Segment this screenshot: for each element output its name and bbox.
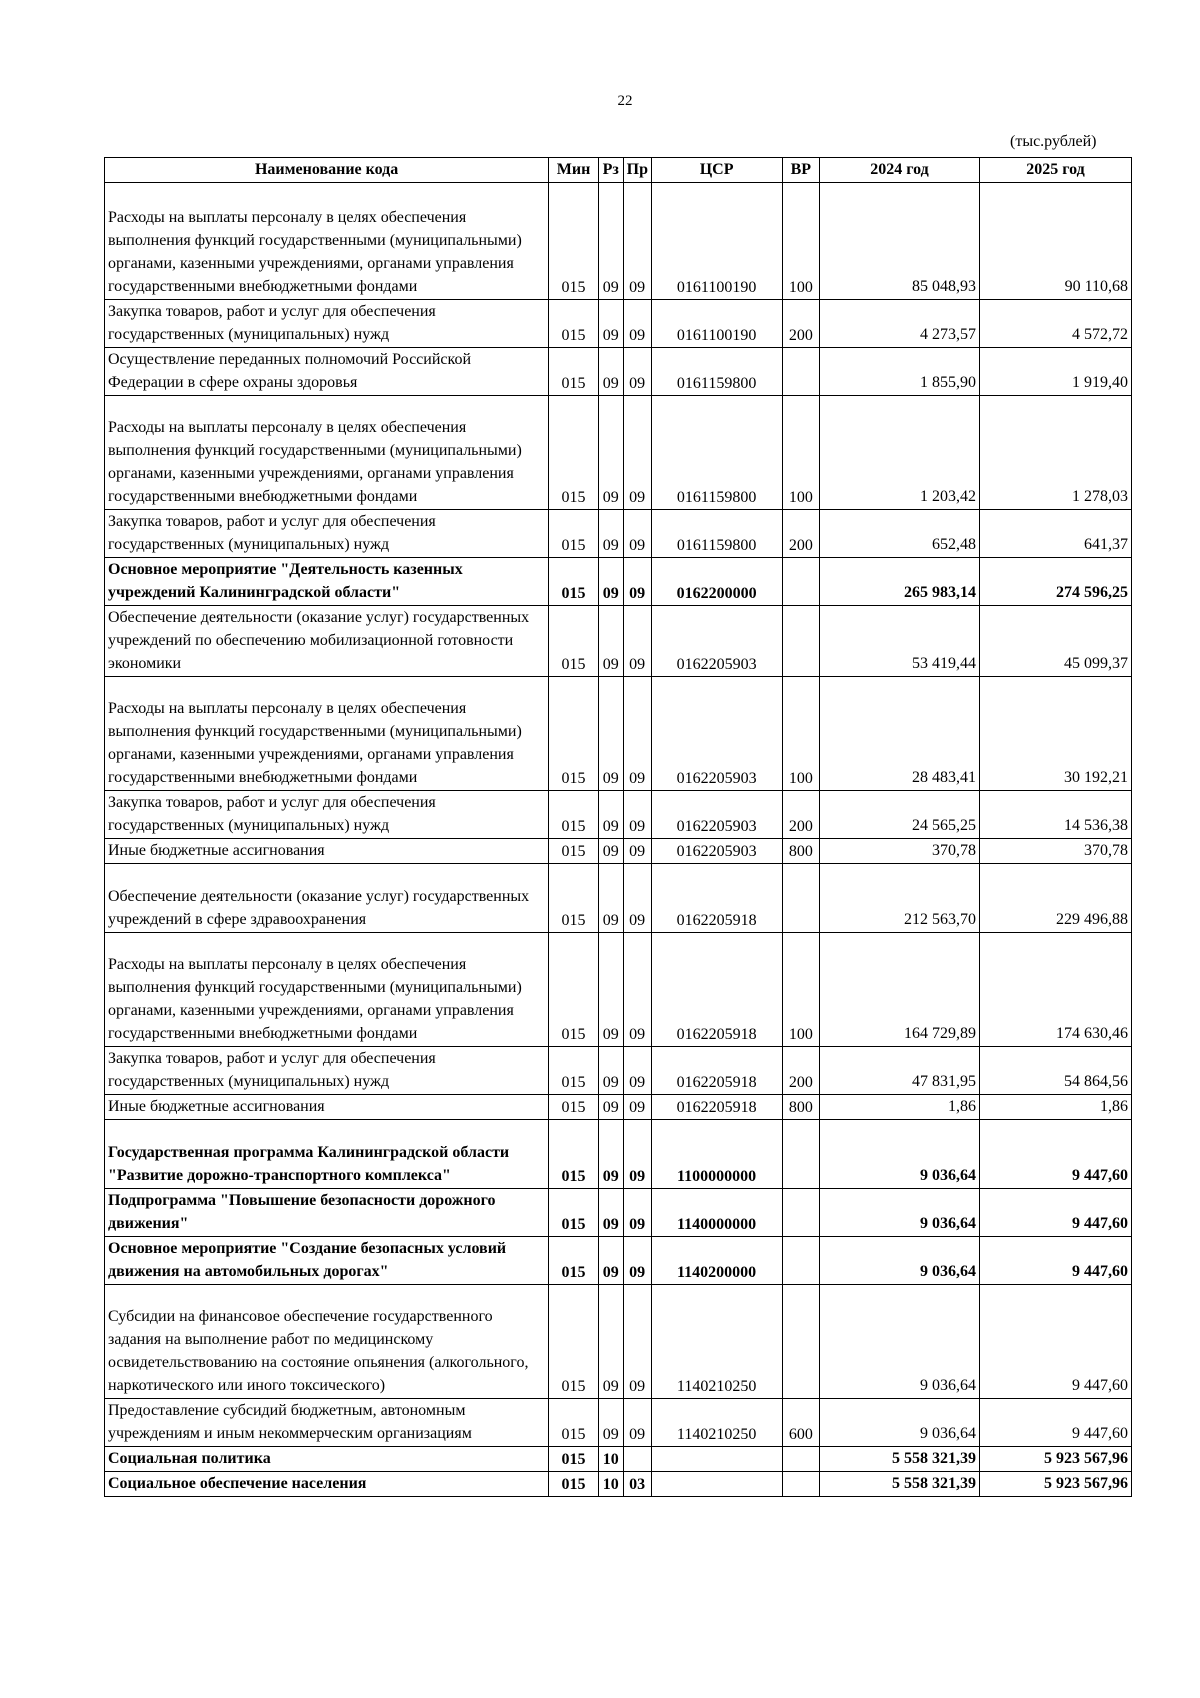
cell-y2025: 5 923 567,96 xyxy=(980,1447,1132,1472)
cell-vr: 200 xyxy=(782,510,819,558)
cell-rz: 09 xyxy=(598,1120,623,1189)
cell-y2024: 5 558 321,39 xyxy=(819,1472,979,1497)
cell-vr xyxy=(782,1189,819,1237)
cell-name: Иные бюджетные ассигнования xyxy=(105,839,549,864)
column-header-name: Наименование кода xyxy=(105,158,549,183)
cell-y2024: 9 036,64 xyxy=(819,1189,979,1237)
cell-pr: 09 xyxy=(623,1095,651,1120)
cell-rz: 09 xyxy=(598,606,623,677)
cell-vr xyxy=(782,1285,819,1399)
cell-csr: 0162205903 xyxy=(651,839,782,864)
cell-pr: 09 xyxy=(623,1237,651,1285)
cell-min: 015 xyxy=(549,864,599,933)
cell-y2025: 9 447,60 xyxy=(980,1237,1132,1285)
cell-rz: 09 xyxy=(598,396,623,510)
cell-vr: 800 xyxy=(782,1095,819,1120)
cell-min: 015 xyxy=(549,1237,599,1285)
cell-csr: 1140210250 xyxy=(651,1285,782,1399)
cell-csr: 0162205903 xyxy=(651,677,782,791)
unit-label: (тыс.рублей) xyxy=(1010,133,1097,150)
cell-rz: 10 xyxy=(598,1447,623,1472)
cell-y2025: 9 447,60 xyxy=(980,1399,1132,1447)
cell-csr: 0162205918 xyxy=(651,933,782,1047)
cell-min: 015 xyxy=(549,1472,599,1497)
cell-rz: 09 xyxy=(598,1237,623,1285)
column-header-2024: 2024 год xyxy=(819,158,979,183)
cell-csr: 0161159800 xyxy=(651,396,782,510)
cell-csr: 0161159800 xyxy=(651,348,782,396)
cell-rz: 09 xyxy=(598,933,623,1047)
table-row xyxy=(105,791,1132,839)
cell-rz: 09 xyxy=(598,300,623,348)
cell-csr: 0162205918 xyxy=(651,864,782,933)
cell-name: Иные бюджетные ассигнования xyxy=(105,1095,549,1120)
table-row xyxy=(105,1447,1132,1472)
cell-min: 015 xyxy=(549,839,599,864)
table-row xyxy=(105,606,1132,677)
table-row xyxy=(105,1095,1132,1120)
cell-y2024: 9 036,64 xyxy=(819,1120,979,1189)
cell-y2024: 1 203,42 xyxy=(819,396,979,510)
cell-y2025: 1 278,03 xyxy=(980,396,1132,510)
cell-name: Закупка товаров, работ и услуг для обеспечения государственных (муниципальных) нужд xyxy=(105,510,549,558)
cell-name: Основное мероприятие "Создание безопасных условий движения на автомобильных дорогах" xyxy=(105,1237,549,1285)
cell-min: 015 xyxy=(549,558,599,606)
cell-min: 015 xyxy=(549,1447,599,1472)
cell-min: 015 xyxy=(549,1120,599,1189)
table-row xyxy=(105,1189,1132,1237)
cell-pr: 09 xyxy=(623,677,651,791)
cell-vr xyxy=(782,348,819,396)
cell-name: Расходы на выплаты персоналу в целях обеспечения выполнения функций государственными (муниципальными) органами, казенными учреждениями, органами управления государственными внебюджетными фондами xyxy=(105,677,549,791)
cell-csr xyxy=(651,1447,782,1472)
cell-y2024: 85 048,93 xyxy=(819,183,979,300)
table-header-row xyxy=(105,158,1132,183)
cell-y2025: 30 192,21 xyxy=(980,677,1132,791)
cell-name: Расходы на выплаты персоналу в целях обеспечения выполнения функций государственными (муниципальными) органами, казенными учреждениями, органами управления государственными внебюджетными фондами xyxy=(105,183,549,300)
cell-name: Расходы на выплаты персоналу в целях обеспечения выполнения функций государственными (муниципальными) органами, казенными учреждениями, органами управления государственными внебюджетными фондами xyxy=(105,396,549,510)
cell-rz: 09 xyxy=(598,1399,623,1447)
cell-vr xyxy=(782,606,819,677)
cell-pr: 03 xyxy=(623,1472,651,1497)
cell-y2024: 47 831,95 xyxy=(819,1047,979,1095)
cell-pr: 09 xyxy=(623,1285,651,1399)
cell-csr: 1140200000 xyxy=(651,1237,782,1285)
cell-csr: 0162200000 xyxy=(651,558,782,606)
cell-rz: 09 xyxy=(598,510,623,558)
column-header-min: Мин xyxy=(549,158,599,183)
cell-pr: 09 xyxy=(623,606,651,677)
cell-name: Расходы на выплаты персоналу в целях обеспечения выполнения функций государственными (муниципальными) органами, казенными учреждениями, органами управления государственными внебюджетными фондами xyxy=(105,933,549,1047)
cell-y2024: 1 855,90 xyxy=(819,348,979,396)
cell-rz: 09 xyxy=(598,558,623,606)
cell-vr xyxy=(782,1237,819,1285)
cell-min: 015 xyxy=(549,1047,599,1095)
cell-rz: 09 xyxy=(598,1047,623,1095)
cell-csr: 0162205918 xyxy=(651,1095,782,1120)
cell-y2024: 652,48 xyxy=(819,510,979,558)
cell-rz: 09 xyxy=(598,1095,623,1120)
cell-y2024: 9 036,64 xyxy=(819,1285,979,1399)
cell-y2024: 28 483,41 xyxy=(819,677,979,791)
cell-y2024: 5 558 321,39 xyxy=(819,1447,979,1472)
cell-min: 015 xyxy=(549,677,599,791)
table-row xyxy=(105,1285,1132,1399)
cell-y2024: 9 036,64 xyxy=(819,1399,979,1447)
cell-min: 015 xyxy=(549,1285,599,1399)
column-header-pr: Пр xyxy=(623,158,651,183)
cell-min: 015 xyxy=(549,348,599,396)
cell-y2025: 274 596,25 xyxy=(980,558,1132,606)
cell-y2024: 4 273,57 xyxy=(819,300,979,348)
cell-name: Осуществление переданных полномочий Российской Федерации в сфере охраны здоровья xyxy=(105,348,549,396)
cell-y2025: 641,37 xyxy=(980,510,1132,558)
cell-vr xyxy=(782,1447,819,1472)
table-row xyxy=(105,1237,1132,1285)
cell-y2025: 370,78 xyxy=(980,839,1132,864)
cell-pr: 09 xyxy=(623,791,651,839)
cell-pr xyxy=(623,1447,651,1472)
cell-name: Социальная политика xyxy=(105,1447,549,1472)
cell-vr: 100 xyxy=(782,933,819,1047)
cell-pr: 09 xyxy=(623,1047,651,1095)
cell-vr xyxy=(782,1472,819,1497)
cell-y2025: 9 447,60 xyxy=(980,1120,1132,1189)
table-row xyxy=(105,300,1132,348)
cell-y2025: 1,86 xyxy=(980,1095,1132,1120)
cell-vr xyxy=(782,864,819,933)
cell-csr: 1140000000 xyxy=(651,1189,782,1237)
cell-pr: 09 xyxy=(623,300,651,348)
cell-vr xyxy=(782,1120,819,1189)
cell-csr: 0162205918 xyxy=(651,1047,782,1095)
cell-name: Основное мероприятие "Деятельность казенных учреждений Калининградской области" xyxy=(105,558,549,606)
cell-rz: 09 xyxy=(598,839,623,864)
cell-min: 015 xyxy=(549,1399,599,1447)
cell-pr: 09 xyxy=(623,1399,651,1447)
column-header-csr: ЦСР xyxy=(651,158,782,183)
cell-vr xyxy=(782,558,819,606)
cell-y2025: 90 110,68 xyxy=(980,183,1132,300)
cell-y2025: 5 923 567,96 xyxy=(980,1472,1132,1497)
cell-pr: 09 xyxy=(623,348,651,396)
cell-rz: 09 xyxy=(598,791,623,839)
cell-min: 015 xyxy=(549,510,599,558)
cell-pr: 09 xyxy=(623,933,651,1047)
cell-csr: 0161159800 xyxy=(651,510,782,558)
cell-y2024: 212 563,70 xyxy=(819,864,979,933)
cell-y2024: 1,86 xyxy=(819,1095,979,1120)
table-row xyxy=(105,864,1132,933)
cell-y2024: 370,78 xyxy=(819,839,979,864)
cell-csr: 0161100190 xyxy=(651,183,782,300)
cell-min: 015 xyxy=(549,183,599,300)
cell-vr: 100 xyxy=(782,183,819,300)
cell-pr: 09 xyxy=(623,1120,651,1189)
cell-rz: 09 xyxy=(598,864,623,933)
cell-y2025: 9 447,60 xyxy=(980,1189,1132,1237)
cell-y2024: 265 983,14 xyxy=(819,558,979,606)
cell-y2025: 229 496,88 xyxy=(980,864,1132,933)
column-header-vr: ВР xyxy=(782,158,819,183)
cell-vr: 100 xyxy=(782,677,819,791)
cell-rz: 09 xyxy=(598,677,623,791)
budget-table xyxy=(104,157,1132,1497)
cell-y2025: 1 919,40 xyxy=(980,348,1132,396)
cell-min: 015 xyxy=(549,300,599,348)
cell-vr: 200 xyxy=(782,300,819,348)
cell-csr: 1100000000 xyxy=(651,1120,782,1189)
cell-name: Государственная программа Калининградской области "Развитие дорожно-транспортного комплекса" xyxy=(105,1120,549,1189)
cell-vr: 200 xyxy=(782,1047,819,1095)
cell-rz: 10 xyxy=(598,1472,623,1497)
cell-y2025: 54 864,56 xyxy=(980,1047,1132,1095)
cell-min: 015 xyxy=(549,791,599,839)
table-row xyxy=(105,183,1132,300)
cell-csr xyxy=(651,1472,782,1497)
cell-min: 015 xyxy=(549,606,599,677)
cell-name: Социальное обеспечение населения xyxy=(105,1472,549,1497)
table-row xyxy=(105,839,1132,864)
table-row xyxy=(105,510,1132,558)
cell-y2025: 174 630,46 xyxy=(980,933,1132,1047)
cell-name: Закупка товаров, работ и услуг для обеспечения государственных (муниципальных) нужд xyxy=(105,1047,549,1095)
cell-name: Предоставление субсидий бюджетным, автономным учреждениям и иным некоммерческим организациям xyxy=(105,1399,549,1447)
cell-csr: 0161100190 xyxy=(651,300,782,348)
cell-min: 015 xyxy=(549,1189,599,1237)
cell-pr: 09 xyxy=(623,396,651,510)
cell-vr: 600 xyxy=(782,1399,819,1447)
cell-vr: 200 xyxy=(782,791,819,839)
cell-y2024: 53 419,44 xyxy=(819,606,979,677)
column-header-rz: Рз xyxy=(598,158,623,183)
cell-name: Обеспечение деятельности (оказание услуг) государственных учреждений по обеспечению мобилизационной готовности экономики xyxy=(105,606,549,677)
cell-pr: 09 xyxy=(623,1189,651,1237)
cell-pr: 09 xyxy=(623,510,651,558)
cell-rz: 09 xyxy=(598,183,623,300)
cell-y2024: 9 036,64 xyxy=(819,1237,979,1285)
table-row xyxy=(105,348,1132,396)
cell-y2025: 14 536,38 xyxy=(980,791,1132,839)
table-row xyxy=(105,558,1132,606)
table-row xyxy=(105,1047,1132,1095)
cell-vr: 800 xyxy=(782,839,819,864)
cell-name: Подпрограмма "Повышение безопасности дорожного движения" xyxy=(105,1189,549,1237)
cell-csr: 0162205903 xyxy=(651,791,782,839)
cell-y2025: 45 099,37 xyxy=(980,606,1132,677)
table-row xyxy=(105,1120,1132,1189)
table-row xyxy=(105,1472,1132,1497)
table-row xyxy=(105,677,1132,791)
cell-min: 015 xyxy=(549,933,599,1047)
cell-pr: 09 xyxy=(623,839,651,864)
cell-csr: 0162205903 xyxy=(651,606,782,677)
table-row xyxy=(105,1399,1132,1447)
cell-rz: 09 xyxy=(598,1189,623,1237)
cell-y2025: 9 447,60 xyxy=(980,1285,1132,1399)
cell-pr: 09 xyxy=(623,558,651,606)
cell-y2024: 164 729,89 xyxy=(819,933,979,1047)
cell-min: 015 xyxy=(549,396,599,510)
cell-name: Субсидии на финансовое обеспечение государственного задания на выполнение работ по медицинскому освидетельствованию на состояние опьянения (алкогольного, наркотического или иного токсического) xyxy=(105,1285,549,1399)
page-number: 22 xyxy=(617,93,633,109)
cell-name: Закупка товаров, работ и услуг для обеспечения государственных (муниципальных) нужд xyxy=(105,791,549,839)
cell-rz: 09 xyxy=(598,1285,623,1399)
table-body xyxy=(105,183,1132,1497)
cell-name: Обеспечение деятельности (оказание услуг) государственных учреждений в сфере здравоохранения xyxy=(105,864,549,933)
cell-pr: 09 xyxy=(623,183,651,300)
cell-y2024: 24 565,25 xyxy=(819,791,979,839)
table-row xyxy=(105,396,1132,510)
cell-min: 015 xyxy=(549,1095,599,1120)
cell-vr: 100 xyxy=(782,396,819,510)
cell-name: Закупка товаров, работ и услуг для обеспечения государственных (муниципальных) нужд xyxy=(105,300,549,348)
cell-y2025: 4 572,72 xyxy=(980,300,1132,348)
cell-pr: 09 xyxy=(623,864,651,933)
table-row xyxy=(105,933,1132,1047)
column-header-2025: 2025 год xyxy=(980,158,1132,183)
cell-csr: 1140210250 xyxy=(651,1399,782,1447)
cell-rz: 09 xyxy=(598,348,623,396)
